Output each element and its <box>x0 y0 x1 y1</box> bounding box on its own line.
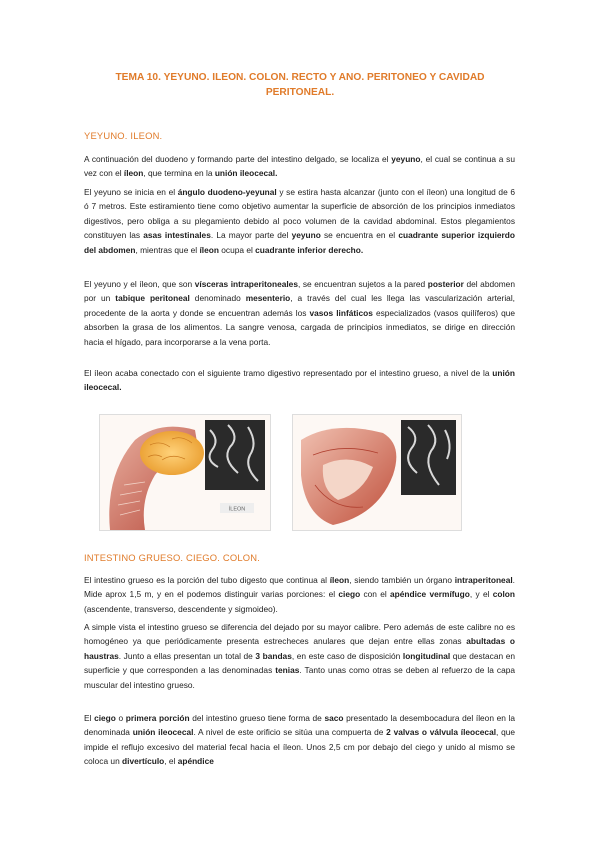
text-run: . A nivel de este orificio se sitúa una compuerta de <box>193 727 387 738</box>
text-run: del abdomen por un <box>84 279 515 304</box>
text-run: , el <box>164 756 178 767</box>
text-run: que destacan en superficie y que corresponden a las denominadas <box>84 650 515 676</box>
bold-term: vasos linfáticos <box>309 307 373 318</box>
text-run: A continuación del duodeno y formando parte del intestino delgado, se localiza el <box>84 154 392 164</box>
bold-term: unión ileocecal. <box>84 368 515 393</box>
paragraph-6 <box>84 620 515 692</box>
bold-term: tabique peritoneal <box>115 293 190 304</box>
text-run: , siendo también un órgano <box>349 575 455 585</box>
text-run: . La mayor parte del <box>210 230 292 241</box>
text-run: , que impide el reflujo excesivo del material fecal hacia el íleon. Unos 2,5 cm por debajo del ciego y unido al mismo se coloca un <box>84 727 516 767</box>
bold-term: unión ileocecal <box>132 727 194 738</box>
bold-term: divertículo <box>122 756 165 767</box>
bold-term: unión ileocecal. <box>214 168 278 179</box>
bold-term: ángulo duodeno-yeyunal <box>177 187 277 197</box>
bold-term: 2 valvas o válvula íleocecal <box>386 727 497 738</box>
text-run: presentado la desembocadura del íleon en la denominada <box>84 713 516 738</box>
page-title <box>100 70 500 100</box>
text-run: , se encuentran sujetos a la pared <box>297 279 428 289</box>
text-run: El yeyuno se inicia en el <box>84 187 178 197</box>
text-run: El yeyuno y el íleon, que son <box>84 279 195 289</box>
bold-term: intraperitoneal <box>454 575 513 585</box>
text-run: . Junto a ellas presentan un total de <box>118 650 256 661</box>
text-run: , el cual se continua a su vez con el <box>84 154 515 179</box>
text-run: se encuentra en el <box>320 230 399 241</box>
text-run: El intestino grueso es la porción del tubo digesto que continua al <box>84 575 330 585</box>
bold-term: posterior <box>427 279 464 289</box>
text-run: , que termina en la <box>143 168 215 179</box>
bold-term: íleon <box>329 575 350 585</box>
bold-term: asas intestinales <box>143 230 211 241</box>
text-run: especializados (vasos quilíferos) que absorben la grasa de los alimentos. La sangre venosa, cargada de principios inmediatos, se dirige en dirección hacia el hígado, para incorporarse a la vena porta. <box>84 307 516 347</box>
bold-term: íleon <box>199 244 219 255</box>
title-line-1: TEMA 10. YEYUNO. ILEON. COLON. RECTO Y ANO. PERITONEO Y CAVIDAD <box>115 72 485 83</box>
bold-term: mesenterio <box>245 293 291 304</box>
text-run: y se estira hasta alcanzar (junto con el íleon) una longitud de 6 ó 7 metros. Este estiramiento tiene como objetivo aumentar la superficie de absorción de los principios inmediatos digestivos, pero obliga a su plegamiento debido al poco volumen de la cavidad abdominal. Estos plegamientos constituyen las <box>84 187 515 241</box>
text-run: , mientras que el <box>135 244 200 255</box>
section-heading-intestino-grueso: INTESTINO GRUESO. CIEGO. COLON. <box>84 552 261 563</box>
bold-term: saco <box>324 713 344 723</box>
text-run: , en este caso de disposición <box>291 650 403 661</box>
ileocecal-drawing <box>293 415 461 530</box>
bold-term: colon <box>492 589 515 600</box>
bold-term: cuadrante inferior derecho. <box>255 244 364 255</box>
ileon-drawing <box>100 415 270 530</box>
figure-ileocecal-illustration <box>292 414 462 531</box>
text-run: A simple vista el intestino grueso se diferencia del dejado por su mayor calibre. Pero además de este calibre no es homogéneo ya que periódicamente presenta estrecheces anulares que dejan entre ellas zonas <box>84 622 515 647</box>
bold-term: ciego <box>94 713 116 723</box>
text-run: denominado <box>189 293 246 304</box>
text-run: (ascendente, transverso, descendente y sigmoideo). <box>84 603 278 614</box>
paragraph-2 <box>84 185 515 257</box>
text-run: con el <box>360 589 391 600</box>
bold-term: primera porción <box>125 713 190 723</box>
bold-term: longitudinal <box>402 650 451 661</box>
bold-term: íleon <box>123 168 144 179</box>
text-run: o <box>115 713 126 723</box>
paragraph-1 <box>84 152 515 181</box>
text-run: , a través del cual les llega las vascularización arterial, procedente de la aorta y donde se encuentran además los <box>84 293 515 318</box>
text-run: del intestino grueso tiene forma de <box>189 713 325 723</box>
paragraph-7 <box>84 711 515 769</box>
figure-label-ileon: ÍLEON <box>228 506 246 513</box>
figure-ileon-illustration <box>99 414 271 531</box>
paragraph-5 <box>84 573 515 616</box>
bold-term: vísceras intraperitoneales <box>194 279 298 289</box>
bold-term: yeyuno <box>291 230 321 241</box>
text-run: ocupa el <box>218 244 256 255</box>
text-run: , y el <box>469 589 493 600</box>
paragraph-3 <box>84 277 515 349</box>
text-run: . Mide aprox 1,5 m, y en el podemos distinguir varias porciones: el <box>84 575 515 600</box>
bold-term: 3 bandas <box>255 650 292 661</box>
title-line-2: PERITONEAL. <box>265 87 335 98</box>
bold-term: yeyuno <box>391 154 421 164</box>
section-heading-yeyuno-ileon: YEYUNO. ILEON. <box>84 130 163 141</box>
bold-term: apéndice vermífugo <box>390 589 470 600</box>
bold-term: tenias <box>275 665 300 676</box>
paragraph-4 <box>84 366 515 395</box>
text-run: El <box>84 713 95 723</box>
text-run: El íleon acaba conectado con el siguiente tramo digestivo representado por el intestino grueso, a nivel de la <box>84 368 493 378</box>
bold-term: ciego <box>338 589 361 600</box>
bold-term: abultadas o haustras <box>84 636 515 661</box>
text-run: . Tanto unas como otras se deben al refuerzo de la capa muscular del intestino grueso. <box>84 665 515 690</box>
bold-term: cuadrante superior izquierdo del abdomen <box>84 230 515 255</box>
bold-term: apéndice <box>177 756 214 767</box>
